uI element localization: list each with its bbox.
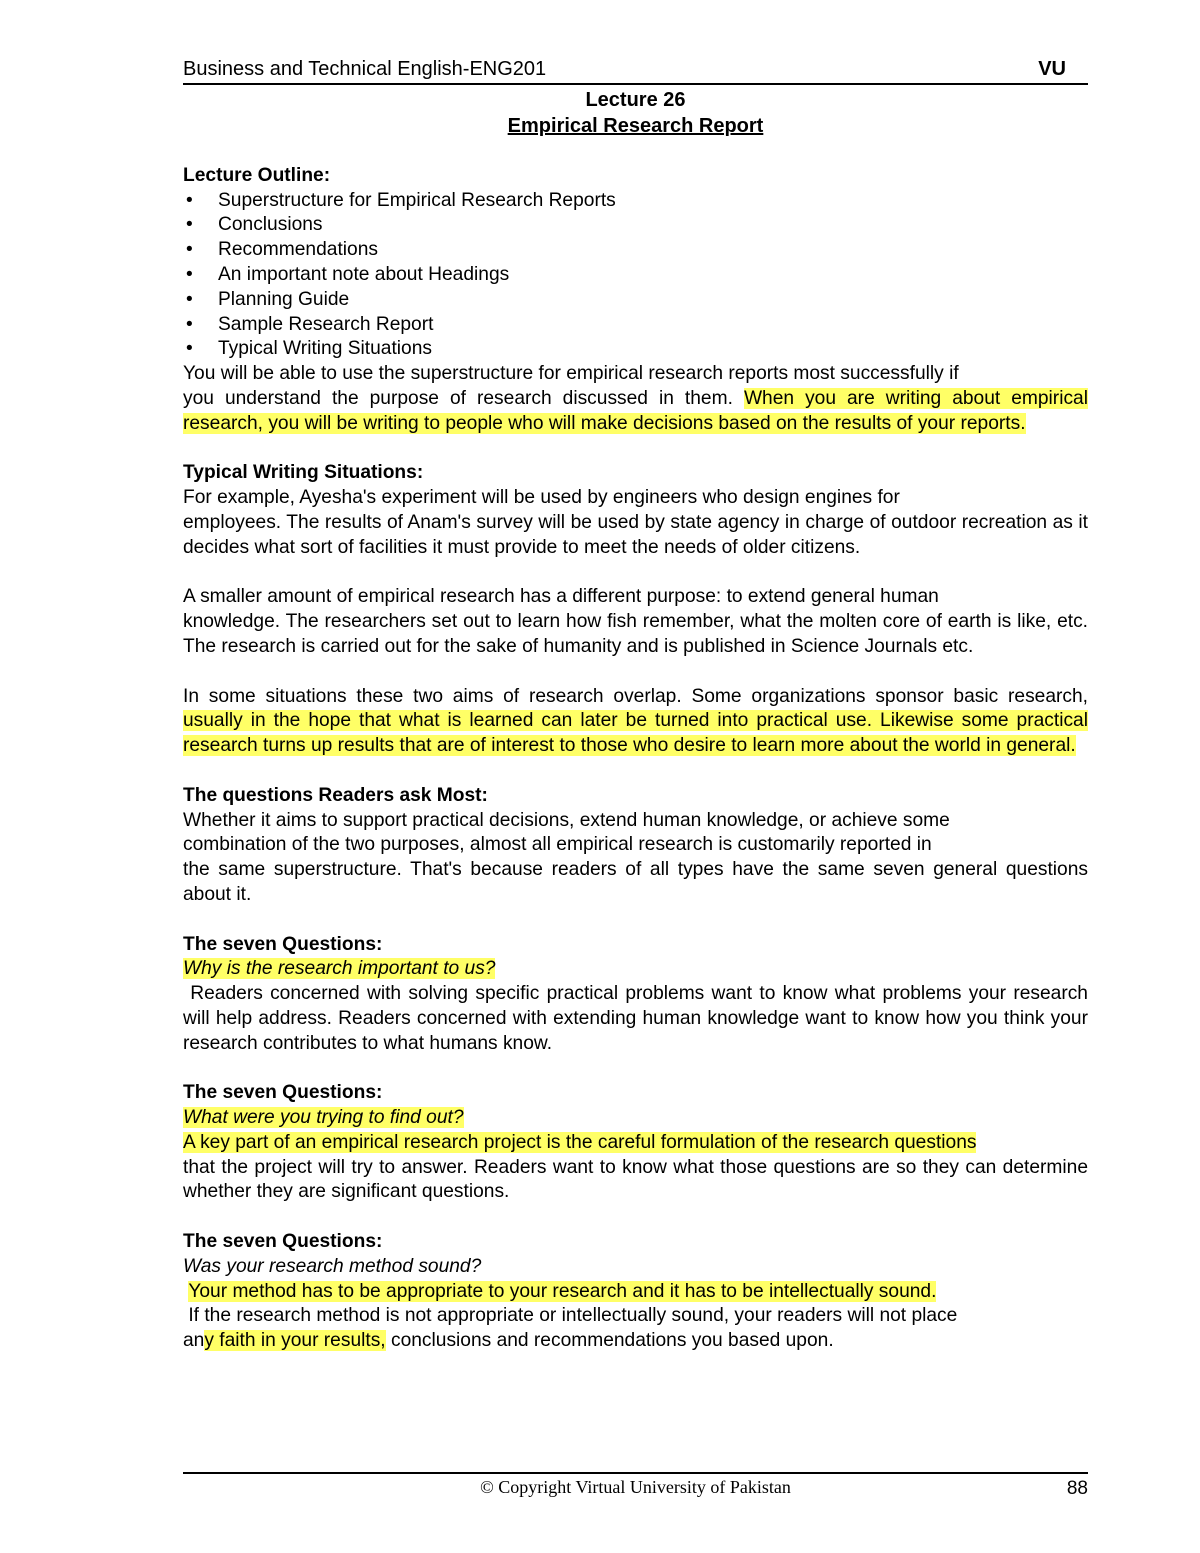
answer-line xyxy=(183,1329,1088,1354)
answer-body: an xyxy=(183,1330,205,1352)
outline-heading: Lecture Outline: xyxy=(183,164,331,186)
paragraph-text: In some situations these two aims of research overlap. Some organizations sponsor basic research, xyxy=(183,685,1088,707)
outline-item: • Superstructure for Empirical Research Reports xyxy=(183,189,1088,214)
page-header xyxy=(183,55,1088,85)
paragraph-line: Whether it aims to support practical decisions, extend human knowledge, or achieve some xyxy=(183,809,950,831)
highlighted-text: A key part of an empirical research project is the careful formulation of the research questions xyxy=(183,1131,977,1153)
course-title: Business and Technical English-ENG201 xyxy=(183,58,547,80)
highlighted-text: usually in the hope that what is learned can later be turned into practical use. Likewise some practical research turns up results that are of interest to those who desire to learn more about the world in general. xyxy=(183,710,1088,757)
outline-item: • Planning Guide xyxy=(183,288,1088,313)
question-text: What were you trying to find out? xyxy=(183,1107,464,1129)
section-heading-seven-questions: The seven Questions: xyxy=(183,933,383,955)
paragraph-text: the same superstructure. That's because readers of all types have the same seven general questions about it. xyxy=(183,859,1088,905)
answer-body: Readers concerned with solving specific practical problems want to know what problems your research will help address. Readers concerned with extending human knowledge want to know how you think your research contributes to what humans know. xyxy=(183,983,1088,1054)
lecture-subject: Empirical Research Report xyxy=(507,115,764,137)
intro-text: you understand the purpose of research discussed in them. xyxy=(183,387,733,409)
paragraph-line: A smaller amount of empirical research has a different purpose: to extend general human xyxy=(183,586,939,608)
paragraph-text: employees. The results of Anam's survey will be used by state agency in charge of outdoor recreation as it decides what sort of facilities it must provide to meet the needs of older citizens. xyxy=(183,511,1088,558)
answer-body: conclusions and recommendations you based upon. xyxy=(390,1330,834,1352)
section-heading-seven-questions: The seven Questions: xyxy=(183,1082,383,1104)
question-text: Was your research method sound? xyxy=(183,1255,482,1277)
page-footer xyxy=(183,1472,1088,1506)
lecture-title-block xyxy=(183,87,1088,139)
paragraph-line: combination of the two purposes, almost all empirical research is customarily reported in xyxy=(183,834,932,856)
outline-list xyxy=(183,189,1088,363)
outline-item: • Typical Writing Situations xyxy=(183,337,1088,362)
copyright-notice: © Copyright Virtual University of Pakistan xyxy=(480,1477,791,1497)
highlighted-text: When you are writing about empirical research, you will be writing to people who will make decisions based on the results of your reports. xyxy=(183,387,1088,434)
paragraph-line: For example, Ayesha's experiment will be used by engineers who design engines for xyxy=(183,487,900,509)
highlighted-text: y faith in your results, xyxy=(204,1330,386,1352)
overlap-paragraph xyxy=(183,685,1088,759)
section-heading-readers: The questions Readers ask Most: xyxy=(183,784,488,806)
page-number: 88 xyxy=(1066,1478,1088,1499)
paragraph-text: knowledge. The researchers set out to learn how fish remember, what the molten core of earth is like, etc. The research is carried out for the sake of humanity and is published in Science Journals etc. xyxy=(183,611,1088,657)
outline-item: • Sample Research Report xyxy=(183,313,1088,338)
outline-item: • An important note about Headings xyxy=(183,263,1088,288)
outline-item: • Recommendations xyxy=(183,238,1088,263)
intro-line: You will be able to use the superstructure for empirical research reports most successfully if xyxy=(183,363,959,385)
answer-body: If the research method is not appropriate or intellectually sound, your readers will not place xyxy=(188,1305,958,1327)
answer-text xyxy=(183,982,1088,1056)
document-body xyxy=(183,139,1088,1354)
university-abbrev: VU xyxy=(1038,58,1066,80)
intro-rest xyxy=(183,387,1088,437)
answer-line xyxy=(183,1304,1088,1329)
section-heading-seven-questions: The seven Questions: xyxy=(183,1231,383,1253)
answer-text: that the project will try to answer. Readers want to know what those questions are so they can determine whether they are significant questions. xyxy=(183,1156,1088,1203)
lecture-number: Lecture 26 xyxy=(585,89,686,111)
section-heading-typical: Typical Writing Situations: xyxy=(183,462,424,484)
outline-item: • Conclusions xyxy=(183,213,1088,238)
intro-paragraph xyxy=(183,362,1088,436)
document-page xyxy=(183,55,1088,1354)
highlighted-text: Your method has to be appropriate to your research and it has to be intellectually sound. xyxy=(188,1280,937,1302)
question-text: Why is the research important to us? xyxy=(183,958,496,980)
